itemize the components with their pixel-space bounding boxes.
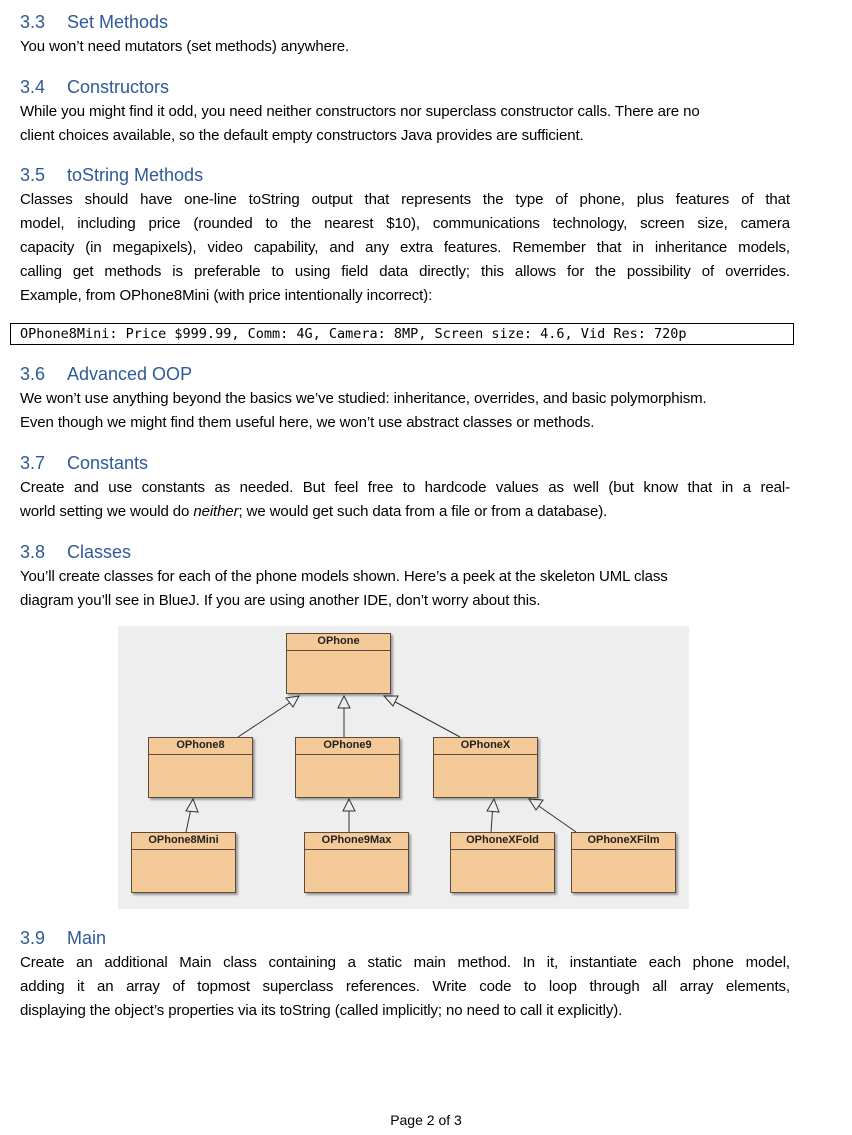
uml-class-name: OPhone8Mini xyxy=(132,833,235,850)
section-heading xyxy=(20,541,790,563)
paragraph-line: Classes should have one-line toString output that represents the type of phone, plus features of that xyxy=(20,191,790,208)
inheritance-arrowhead xyxy=(529,799,543,810)
text-run: ; we would get such data from a file or from a database). xyxy=(238,503,608,520)
section-title: Set Methods xyxy=(67,12,169,32)
code-example-box: OPhone8Mini: Price $999.99, Comm: 4G, Camera: 8MP, Screen size: 4.6, Vid Res: 720p xyxy=(10,323,794,345)
uml-class-name: OPhoneX xyxy=(434,738,537,755)
section-tostring-methods xyxy=(20,164,790,308)
page-number-footer: Page 2 of 3 xyxy=(390,1112,462,1128)
section-heading xyxy=(20,927,790,949)
paragraph-line: model, including price (rounded to the nearest $10), communications technology, screen size, camera xyxy=(20,215,790,232)
inheritance-arrowhead xyxy=(487,799,499,812)
paragraph-line: You won’t need mutators (set methods) anywhere. xyxy=(20,38,350,55)
uml-class-name: OPhone8 xyxy=(149,738,252,755)
section-constants xyxy=(20,452,790,524)
uml-class-name: OPhoneXFilm xyxy=(572,833,675,850)
section-advanced-oop xyxy=(20,363,790,435)
section-heading xyxy=(20,363,790,385)
section-title: Constants xyxy=(67,453,149,473)
section-number: 3.4 xyxy=(20,77,46,97)
uml-class-ophonexfold[interactable] xyxy=(450,832,555,893)
section-paragraph xyxy=(20,100,790,148)
section-paragraph xyxy=(20,476,790,524)
section-paragraph xyxy=(20,565,790,613)
paragraph-line: calling get methods is preferable to using field data directly; this allows for the possibility of overrides. xyxy=(20,263,790,280)
uml-class-ophone8[interactable] xyxy=(148,737,253,798)
paragraph-line: Create and use constants as needed. But feel free to hardcode values as well (but know that in a real- xyxy=(20,479,790,496)
paragraph-line: Even though we might find them useful here, we won’t use abstract classes or methods. xyxy=(20,414,595,431)
paragraph-line: You’ll create classes for each of the phone models shown. Here’s a peek at the skeleton UML class xyxy=(20,568,668,585)
paragraph-line: Create an additional Main class containing a static main method. In it, instantiate each phone model, xyxy=(20,954,790,971)
uml-class-name: OPhone9Max xyxy=(305,833,408,850)
paragraph-line: client choices available, so the default empty constructors Java provides are sufficient. xyxy=(20,127,584,144)
section-number: 3.6 xyxy=(20,364,46,384)
uml-class-diagram xyxy=(118,626,689,909)
uml-class-ophone8mini[interactable] xyxy=(131,832,236,893)
uml-class-ophonex[interactable] xyxy=(433,737,538,798)
section-heading xyxy=(20,452,790,474)
paragraph-line: adding it an array of topmost superclass references. Write code to loop through all array elements, xyxy=(20,978,790,995)
uml-class-ophone9max[interactable] xyxy=(304,832,409,893)
inheritance-arrowhead xyxy=(286,696,299,707)
section-heading xyxy=(20,164,790,186)
uml-class-name: OPhone xyxy=(287,634,390,651)
section-heading xyxy=(20,11,790,33)
section-title: Classes xyxy=(67,542,132,562)
section-constructors xyxy=(20,76,790,148)
uml-class-name: OPhone9 xyxy=(296,738,399,755)
inheritance-line xyxy=(238,698,297,737)
section-set-methods xyxy=(20,11,790,59)
section-heading xyxy=(20,76,790,98)
paragraph-line: diagram you’ll see in BlueJ. If you are using another IDE, don’t worry about this. xyxy=(20,592,541,609)
section-classes xyxy=(20,541,790,613)
paragraph-line: While you might find it odd, you need neither constructors nor superclass constructor calls. There are no xyxy=(20,103,700,120)
inheritance-arrowhead xyxy=(384,696,398,706)
section-number: 3.3 xyxy=(20,12,46,32)
paragraph-line: capacity (in megapixels), video capability, and any extra features. Remember that in inheritance models, xyxy=(20,239,790,256)
inheritance-line xyxy=(533,802,576,832)
paragraph-line: displaying the object’s properties via its toString (called implicitly; no need to call it explicitly). xyxy=(20,1002,623,1019)
paragraph-line: We won’t use anything beyond the basics we’ve studied: inheritance, overrides, and basic polymorphism. xyxy=(20,390,707,407)
uml-class-name: OPhoneXFold xyxy=(451,833,554,850)
section-title: Main xyxy=(67,928,107,948)
section-title: toString Methods xyxy=(67,165,204,185)
section-paragraph xyxy=(20,387,790,435)
section-number: 3.7 xyxy=(20,453,46,473)
section-number: 3.5 xyxy=(20,165,46,185)
section-title: Advanced OOP xyxy=(67,364,193,384)
section-number: 3.8 xyxy=(20,542,46,562)
section-paragraph xyxy=(20,188,790,308)
section-paragraph xyxy=(20,35,790,59)
inheritance-arrowhead xyxy=(338,696,350,708)
inheritance-arrowhead xyxy=(343,799,355,811)
paragraph-line xyxy=(20,500,790,524)
inheritance-line xyxy=(388,698,460,737)
uml-class-ophone[interactable] xyxy=(286,633,391,694)
uml-class-ophone9[interactable] xyxy=(295,737,400,798)
section-main xyxy=(20,927,790,1023)
paragraph-line: Example, from OPhone8Mini (with price intentionally incorrect): xyxy=(20,287,433,304)
section-title: Constructors xyxy=(67,77,170,97)
section-number: 3.9 xyxy=(20,928,46,948)
text-run: world setting we would do xyxy=(20,503,194,520)
uml-class-ophonexfilm[interactable] xyxy=(571,832,676,893)
section-paragraph xyxy=(20,951,790,1023)
inheritance-arrowhead xyxy=(186,799,198,812)
emphasis-text: neither xyxy=(193,503,239,520)
